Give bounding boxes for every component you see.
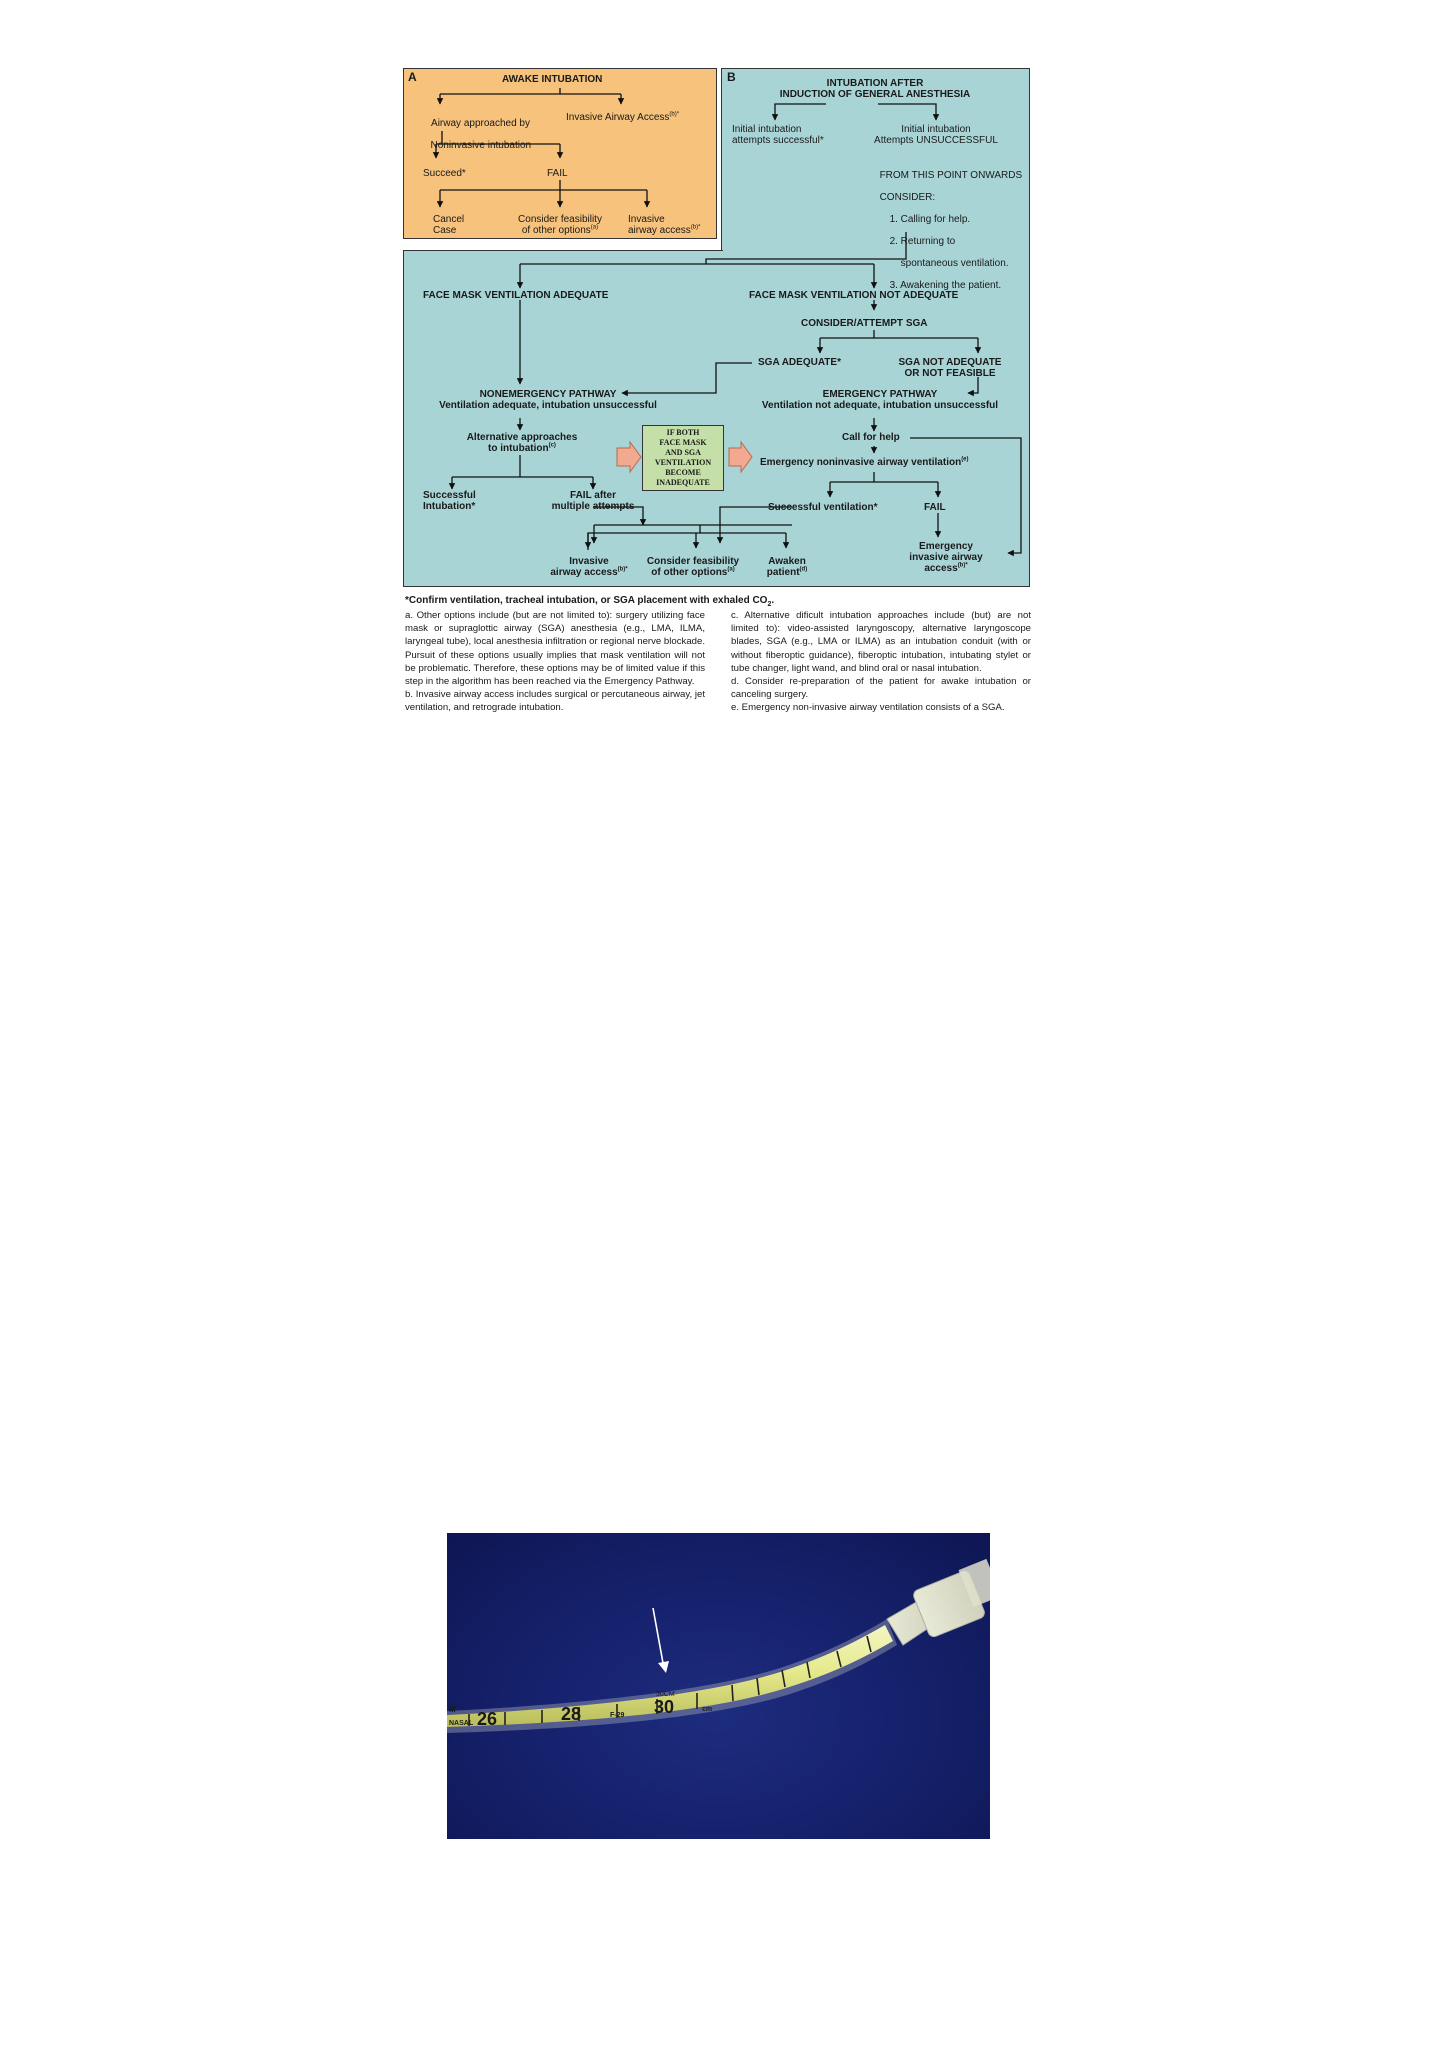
sga-not-adequate-node <box>885 357 1015 379</box>
consider-item: 1. Calling for help. <box>889 214 971 225</box>
initial-attempts-successful-node <box>732 124 824 146</box>
sga-adequate-node: SGA ADEQUATE* <box>758 357 841 368</box>
invasive-access-node <box>628 214 700 236</box>
footnote-ref: (b)* <box>690 224 701 231</box>
node-line: Airway approached by <box>431 118 530 129</box>
footnote-text: . <box>771 595 775 606</box>
footnote-b: b. Invasive airway access includes surgical or percutaneous airway, jet ventilation, and retrograde intubation. <box>405 689 705 714</box>
panel-b-letter: B <box>727 70 736 84</box>
node-line: EMERGENCY PATHWAY <box>822 389 938 400</box>
footnote-ref: (c) <box>548 442 556 449</box>
consider-item: 3. Awakening the patient. <box>889 280 1002 291</box>
consider-item: 2. Returning to <box>889 236 956 247</box>
tube-label-30cm: 30CM <box>656 1691 675 1698</box>
node-line: FROM THIS POINT ONWARDS <box>879 170 1023 181</box>
succeed-node: Succeed* <box>423 168 466 179</box>
node-line: Intubation* <box>423 501 476 512</box>
node-line: Ventilation adequate, intubation unsuccessful <box>439 400 657 411</box>
footnote-ref: (a) <box>727 566 735 573</box>
node-line: Attempts UNSUCCESSFUL <box>874 135 998 146</box>
both-inadequate-box: IF BOTH FACE MASK AND SGA VENTILATION BECOME INADEQUATE <box>642 425 724 491</box>
node-line: Case <box>433 225 457 236</box>
consider-item: spontaneous ventilation. <box>889 258 1009 269</box>
footnote-ref: (b)* <box>957 562 968 569</box>
awaken-patient-node <box>752 556 822 578</box>
node-line: Initial intubation <box>732 124 802 135</box>
node-line: attempts successful* <box>732 135 824 146</box>
tube-label-m: M <box>449 1705 456 1714</box>
awake-intubation-title: AWAKE INTUBATION <box>502 74 603 85</box>
panel-a-letter: A <box>408 70 417 84</box>
footnote-ref: (e) <box>961 456 969 463</box>
footnote-c: c. Alternative dificult intubation approaches include (but) are not limited to): video-assisted laryngoscopy, alternative laryngoscope blades, SGA (e.g., LMA or ILMA) as an intubation conduit (with or without fiberoptic guidance), fiberoptic intubation, intubating stylet or tube changer, light wand, and blind oral or nasal intubation. <box>731 610 1031 674</box>
tube-mark-28: 28 <box>561 1704 582 1724</box>
cancel-case-node <box>433 214 464 236</box>
successful-ventilation-node: Successful ventilation* <box>768 502 878 513</box>
node-line: Cancel <box>433 214 465 225</box>
footnote-d: d. Consider re-preparation of the patient for awake intubation or canceling surgery. <box>731 676 1031 701</box>
call-for-help-node: Call for help <box>842 432 900 443</box>
confirm-footnote <box>405 595 774 610</box>
node-line: of other options <box>651 567 728 578</box>
tube-label-nasal: NASAL <box>449 1720 474 1727</box>
node-line: Invasive <box>628 214 665 225</box>
initial-attempts-unsuccessful-node <box>868 124 1004 146</box>
node-line: Invasive Airway Access <box>566 112 670 123</box>
tube-label-cm: cm <box>702 1706 713 1713</box>
node-line: Awaken <box>768 556 806 567</box>
consider-feasibility-node <box>505 214 615 236</box>
node-line: airway access <box>628 225 691 236</box>
node-line: NONEMERGENCY PATHWAY <box>479 389 617 400</box>
node-line: Initial intubation <box>901 124 971 135</box>
title-line: INDUCTION OF GENERAL ANESTHESIA <box>779 89 971 100</box>
footnote-ref: (a) <box>590 224 599 231</box>
node-line: OR NOT FEASIBLE <box>904 368 996 379</box>
fail-node: FAIL <box>547 168 568 179</box>
node-line: access <box>924 563 958 574</box>
node-line: multiple attempts <box>551 501 635 512</box>
node-line: Consider feasibility <box>518 214 602 225</box>
footnote-a: a. Other options include (but are not limited to): surgery utilizing face mask or supraglottic airway (SGA) anesthesia (e.g., LMA, ILMA, laryngeal tube), local anesthesia infiltration or regional nerve blockade. Pursuit of these options usually implies that mask ventilation will not be problematic. Therefore, these options may be of limited value if this step in the algorithm has been reached via the Emergency Pathway. <box>405 610 705 688</box>
consider-sga-node: CONSIDER/ATTEMPT SGA <box>801 318 928 329</box>
endotracheal-tube-photo <box>447 1533 990 1839</box>
tube-mark-26: 26 <box>477 1709 498 1729</box>
fail-after-attempts-node <box>535 490 651 512</box>
tube-mark-30: 30 <box>654 1697 675 1717</box>
alternative-approaches-node <box>452 432 592 454</box>
successful-intubation-node <box>423 490 476 512</box>
node-line: of other options <box>521 225 591 236</box>
face-mask-not-adequate-node: FACE MASK VENTILATION NOT ADEQUATE <box>749 290 959 301</box>
node-line: Successful <box>423 490 476 501</box>
invasive-airway-access-node-lower <box>537 556 641 578</box>
consider-feasibility-node-lower <box>634 556 752 578</box>
face-mask-adequate-node: FACE MASK VENTILATION ADEQUATE <box>423 290 609 301</box>
node-line: CONSIDER: <box>879 192 936 203</box>
noninvasive-approach-node <box>418 107 538 151</box>
footnote-e: e. Emergency non-invasive airway ventilation consists of a SGA. <box>731 702 1005 714</box>
emergency-fail-node: FAIL <box>924 502 946 513</box>
nonemergency-pathway-node <box>418 389 678 411</box>
footnote-ref: (d) <box>799 566 808 573</box>
tube-illustration <box>447 1533 990 1839</box>
node-line: Emergency <box>919 541 973 552</box>
node-line: SGA NOT ADEQUATE <box>898 357 1002 368</box>
emergency-pathway-node <box>740 389 1020 411</box>
intubation-after-induction-title <box>722 78 1028 100</box>
subscript: 2 <box>767 601 772 608</box>
invasive-airway-access-node <box>566 112 679 123</box>
footnotes-right-column <box>731 609 1031 715</box>
consider-list-node <box>874 159 1022 291</box>
node-line: Ventilation not adequate, intubation unsuccessful <box>761 400 999 411</box>
node-line: Alternative approaches <box>466 432 578 443</box>
footnote-ref: (b)* <box>617 566 628 573</box>
footnote-text: *Confirm ventilation, tracheal intubation, or SGA placement with exhaled CO <box>405 595 768 606</box>
node-line: FAIL after <box>570 490 616 501</box>
footnotes-left-column <box>405 609 705 715</box>
node-line: airway access <box>550 567 618 578</box>
emergency-noninvasive-ventilation-node <box>760 457 969 468</box>
node-line: Noninvasive intubation <box>430 140 532 151</box>
title-line: INTUBATION AFTER <box>826 78 924 89</box>
node-line: patient <box>766 567 800 578</box>
node-line: to intubation <box>488 443 549 454</box>
tube-label-f29: F-29 <box>610 1712 625 1719</box>
node-line: Consider feasibility <box>646 556 740 567</box>
node-line: invasive airway <box>909 552 983 563</box>
node-line: Emergency noninvasive airway ventilation <box>760 457 962 468</box>
footnote-ref: (b)* <box>669 111 680 118</box>
emergency-invasive-access-node <box>896 541 996 574</box>
node-line: Invasive <box>569 556 609 567</box>
